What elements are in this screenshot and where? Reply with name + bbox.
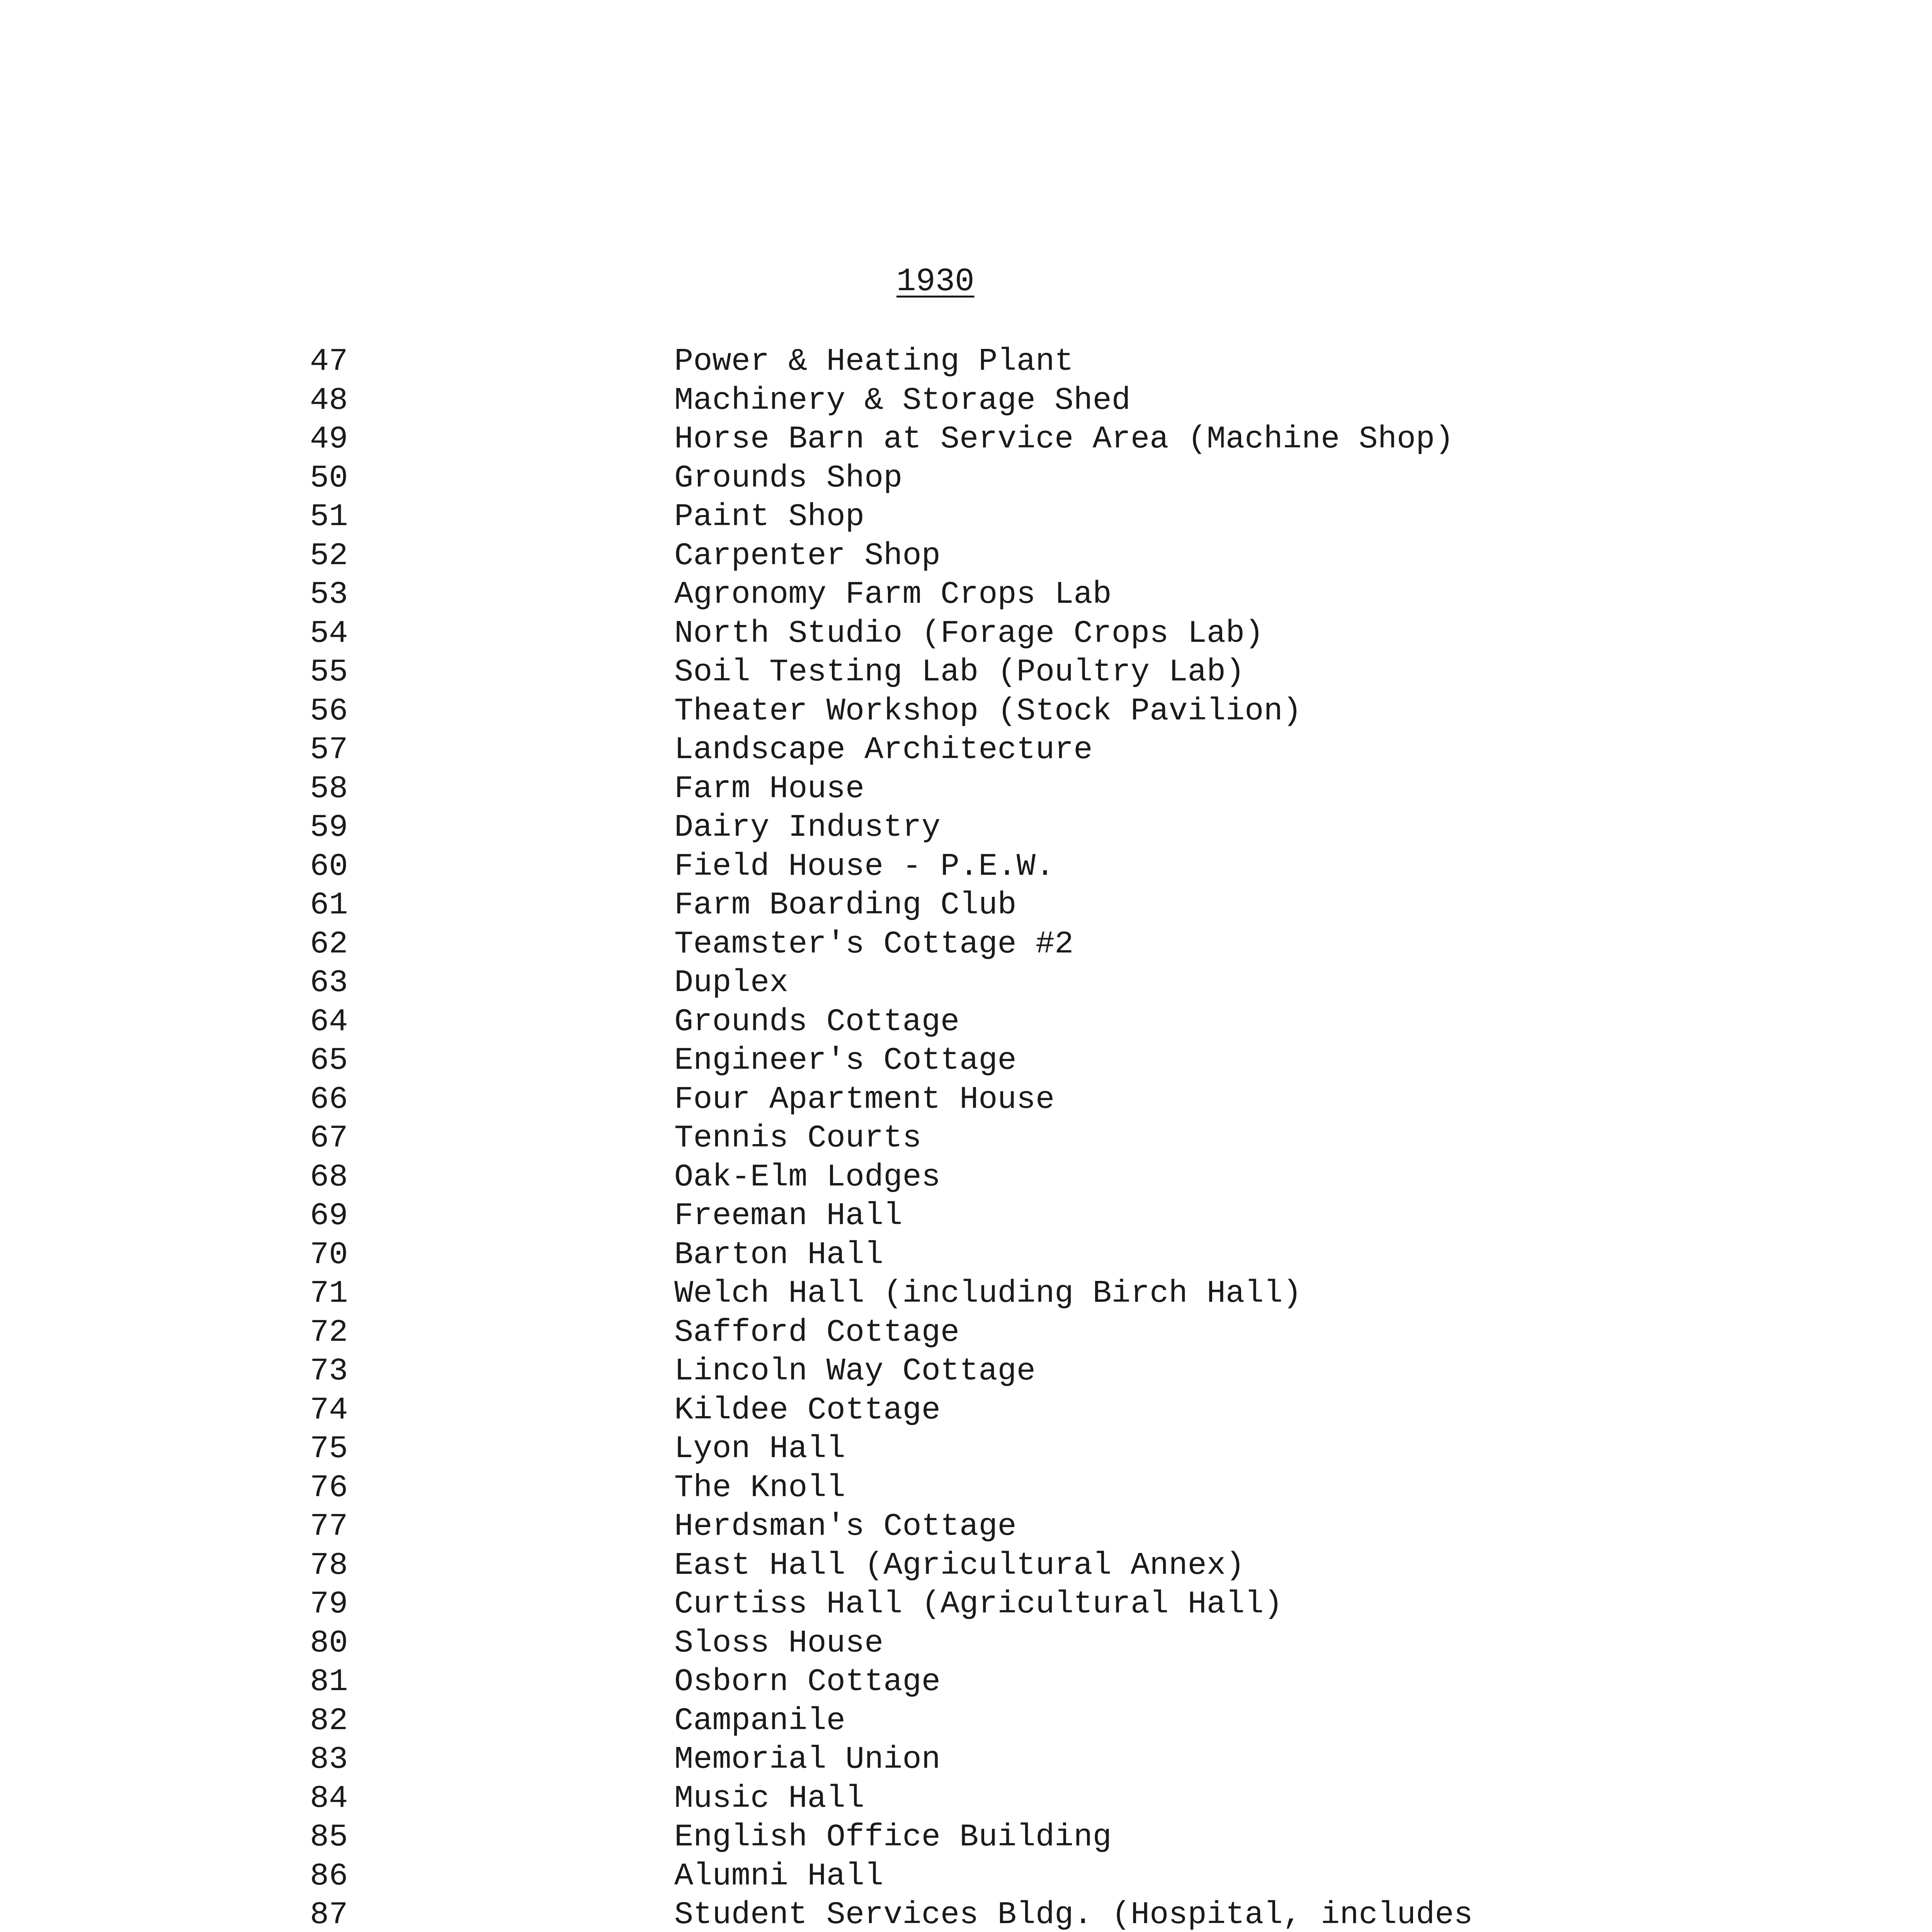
- building-name: Barton Hall: [674, 1236, 884, 1273]
- building-number: 70: [310, 1236, 348, 1273]
- list-item: [0, 847, 1932, 886]
- list-item: [0, 342, 1932, 381]
- building-number: 56: [310, 693, 348, 729]
- list-item: [0, 459, 1932, 498]
- building-name: Grounds Cottage: [674, 1003, 960, 1040]
- building-number: 51: [310, 499, 348, 535]
- building-number: 64: [310, 1003, 348, 1040]
- building-name: Lincoln Way Cottage: [674, 1353, 1036, 1389]
- list-item: [0, 1507, 1932, 1546]
- building-number: 66: [310, 1081, 348, 1117]
- building-number: 49: [310, 421, 348, 457]
- building-number: 87: [310, 1897, 348, 1932]
- building-name: Dairy Industry: [674, 810, 940, 845]
- list-item: [0, 1080, 1932, 1119]
- building-number: 65: [310, 1043, 348, 1078]
- building-name: Student Services Bldg. (Hospital, includes: [674, 1897, 1473, 1932]
- list-item: [0, 770, 1932, 809]
- list-item: [0, 575, 1932, 614]
- building-name: Curtiss Hall (Agricultural Hall): [674, 1586, 1283, 1622]
- list-item: [0, 1197, 1932, 1236]
- building-name: Agronomy Farm Crops Lab: [674, 577, 1112, 612]
- building-name: Kildee Cottage: [674, 1392, 940, 1428]
- list-item: [0, 1663, 1932, 1702]
- building-name: Alumni Hall: [674, 1858, 884, 1894]
- building-name: Welch Hall (including Birch Hall): [674, 1276, 1302, 1311]
- building-name: Horse Barn at Service Area (Machine Shop): [674, 421, 1454, 457]
- building-number: 58: [310, 770, 348, 807]
- list-item: [0, 1469, 1932, 1508]
- building-number: 62: [310, 926, 348, 962]
- building-number: 54: [310, 615, 348, 651]
- building-name: Power & Heating Plant: [674, 344, 1074, 379]
- building-name: Carpenter Shop: [674, 537, 940, 574]
- building-name: Lyon Hall: [674, 1431, 845, 1467]
- building-name: Memorial Union: [674, 1742, 940, 1777]
- page-title: 1930: [896, 264, 975, 300]
- building-number: 84: [310, 1780, 348, 1816]
- building-name: Tennis Courts: [674, 1120, 922, 1156]
- list-item: [0, 1779, 1932, 1818]
- building-number: 69: [310, 1198, 348, 1234]
- building-number: 74: [310, 1392, 348, 1428]
- list-item: [0, 614, 1932, 653]
- building-number: 57: [310, 732, 348, 768]
- building-name: Field House - P.E.W.: [674, 848, 1055, 884]
- building-number: 83: [310, 1742, 348, 1777]
- list-item: [0, 731, 1932, 770]
- list-item: [0, 420, 1932, 459]
- building-number: 60: [310, 848, 348, 884]
- building-name: Soil Testing Lab (Poultry Lab): [674, 654, 1245, 690]
- list-item: [0, 1585, 1932, 1624]
- building-name: Herdsman's Cottage: [674, 1509, 1017, 1544]
- building-name: English Office Building: [674, 1819, 1112, 1855]
- building-number: 82: [310, 1702, 348, 1739]
- list-item: [0, 925, 1932, 964]
- list-item: [0, 1702, 1932, 1741]
- building-number: 68: [310, 1159, 348, 1195]
- list-item: [0, 1546, 1932, 1585]
- building-number: 47: [310, 344, 348, 379]
- list-item: [0, 886, 1932, 925]
- list-item: [0, 1391, 1932, 1430]
- building-number: 81: [310, 1664, 348, 1700]
- list-item: [0, 1236, 1932, 1275]
- building-number: 52: [310, 537, 348, 574]
- building-name: North Studio (Forage Crops Lab): [674, 615, 1264, 651]
- building-number: 73: [310, 1353, 348, 1389]
- building-name: Four Apartment House: [674, 1081, 1055, 1117]
- building-name: Osborn Cottage: [674, 1664, 940, 1700]
- building-number: 85: [310, 1819, 348, 1855]
- building-number: 61: [310, 887, 348, 923]
- building-name: Freeman Hall: [674, 1198, 903, 1234]
- building-number: 86: [310, 1858, 348, 1894]
- building-number: 77: [310, 1509, 348, 1544]
- list-item: [0, 692, 1932, 731]
- building-number: 76: [310, 1469, 348, 1506]
- building-number: 79: [310, 1586, 348, 1622]
- list-item: [0, 1818, 1932, 1857]
- building-number: 59: [310, 810, 348, 845]
- building-number: 67: [310, 1120, 348, 1156]
- building-name: Theater Workshop (Stock Pavilion): [674, 693, 1302, 729]
- list-item: [0, 1158, 1932, 1197]
- list-item: [0, 1119, 1932, 1158]
- list-item: [0, 653, 1932, 692]
- building-number: 63: [310, 965, 348, 1001]
- building-name: East Hall (Agricultural Annex): [674, 1547, 1245, 1583]
- building-number: 50: [310, 460, 348, 496]
- building-name: Teamster's Cottage #2: [674, 926, 1074, 962]
- building-name: Oak-Elm Lodges: [674, 1159, 940, 1195]
- building-name: Music Hall: [674, 1780, 865, 1816]
- list-item: [0, 1352, 1932, 1391]
- list-item: [0, 1041, 1932, 1080]
- list-item: [0, 537, 1932, 576]
- list-item: [0, 1430, 1932, 1469]
- building-number: 72: [310, 1314, 348, 1350]
- building-name: Machinery & Storage Shed: [674, 382, 1131, 418]
- building-name: Sloss House: [674, 1625, 884, 1661]
- building-number: 53: [310, 577, 348, 612]
- list-item: [0, 1313, 1932, 1352]
- building-name: The Knoll: [674, 1469, 845, 1506]
- building-name: Landscape Architecture: [674, 732, 1093, 768]
- building-name: Grounds Shop: [674, 460, 903, 496]
- building-list: [0, 342, 1932, 1932]
- list-item: [0, 381, 1932, 420]
- list-item: [0, 1740, 1932, 1779]
- building-number: 48: [310, 382, 348, 418]
- building-name: Campanile: [674, 1702, 845, 1739]
- building-number: 75: [310, 1431, 348, 1467]
- building-name: Engineer's Cottage: [674, 1043, 1017, 1078]
- list-item: [0, 1274, 1932, 1313]
- building-name: Farm House: [674, 770, 865, 807]
- list-item: [0, 964, 1932, 1003]
- building-name: Farm Boarding Club: [674, 887, 1017, 923]
- list-item: [0, 498, 1932, 537]
- building-number: 78: [310, 1547, 348, 1583]
- building-number: 55: [310, 654, 348, 690]
- list-item: [0, 1857, 1932, 1896]
- building-name: Safford Cottage: [674, 1314, 960, 1350]
- list-item: [0, 808, 1932, 847]
- building-name: Paint Shop: [674, 499, 865, 535]
- list-item: [0, 1896, 1932, 1932]
- building-number: 80: [310, 1625, 348, 1661]
- building-name: Duplex: [674, 965, 789, 1001]
- list-item: [0, 1624, 1932, 1663]
- list-item: [0, 1003, 1932, 1042]
- building-number: 71: [310, 1276, 348, 1311]
